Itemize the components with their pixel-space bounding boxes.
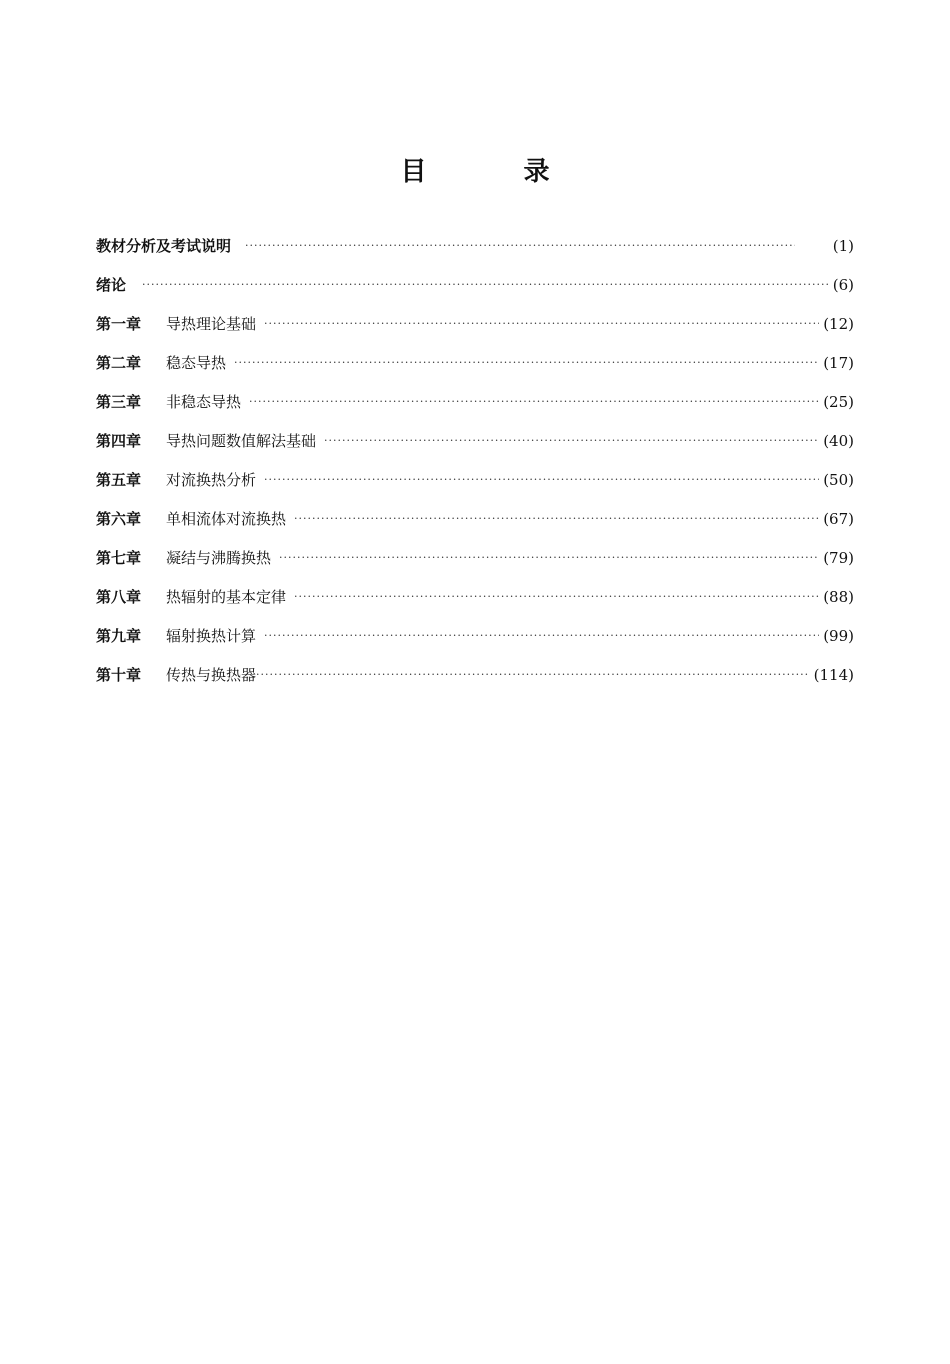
toc-chapter-label: 第四章: [96, 432, 142, 450]
toc-page-number: (25): [823, 392, 854, 411]
toc-chapter-title: 辐射换热计算: [166, 627, 257, 645]
toc-chapter-label: 第六章: [96, 510, 142, 528]
toc-page-number: (88): [823, 587, 854, 606]
toc-entry-chapter-10[interactable]: [96, 655, 854, 694]
toc-page-number: (114): [813, 665, 854, 684]
dot-leader: [142, 278, 829, 292]
toc-chapter-label: 第七章: [96, 549, 142, 567]
toc-entry-chapter-3[interactable]: [96, 382, 854, 421]
toc-chapter-title: 导热理论基础: [166, 315, 257, 333]
toc-page-number: (1): [832, 236, 854, 255]
toc-chapter-title: 传热与换热器: [166, 666, 257, 684]
toc-entry-chapter-8[interactable]: [96, 577, 854, 616]
toc-page-number: (6): [832, 275, 854, 294]
table-of-contents: [96, 226, 854, 694]
dot-leader: [294, 512, 819, 526]
dot-leader: [264, 629, 819, 643]
toc-page-number: (67): [823, 509, 854, 528]
toc-entry-chapter-2[interactable]: [96, 343, 854, 382]
dot-leader: [234, 356, 819, 370]
toc-chapter-title: 单相流体对流换热: [166, 510, 287, 528]
page-title: 目 录: [400, 157, 594, 187]
toc-chapter-label: 第九章: [96, 627, 142, 645]
toc-page-number: (12): [823, 314, 854, 333]
dot-leader: [256, 668, 810, 682]
dot-leader: [324, 434, 819, 448]
toc-entry-chapter-6[interactable]: [96, 499, 854, 538]
toc-chapter-title: 稳态导热: [166, 354, 227, 372]
toc-chapter-title: 热辐射的基本定律: [166, 588, 287, 606]
toc-entry-introduction[interactable]: [96, 265, 854, 304]
toc-chapter-title: 对流换热分析: [166, 471, 257, 489]
toc-entry-intro-analysis[interactable]: [96, 226, 854, 265]
toc-page-number: (79): [823, 548, 854, 567]
toc-entry-label: 教材分析及考试说明: [96, 237, 232, 255]
toc-entry-chapter-7[interactable]: [96, 538, 854, 577]
toc-chapter-label: 第一章: [96, 315, 142, 333]
toc-chapter-title: 导热问题数值解法基础: [166, 432, 317, 450]
toc-chapter-label: 第八章: [96, 588, 142, 606]
toc-entry-label: 绪论: [96, 276, 127, 294]
dot-leader: [249, 395, 819, 409]
toc-chapter-label: 第十章: [96, 666, 142, 684]
toc-chapter-title: 非稳态导热: [166, 393, 242, 411]
toc-page-number: (99): [823, 626, 854, 645]
dot-leader: [294, 590, 819, 604]
toc-page-number: (17): [823, 353, 854, 372]
dot-leader: [264, 317, 819, 331]
dot-leader: [245, 239, 795, 253]
toc-page-number: (40): [823, 431, 854, 450]
toc-chapter-label: 第三章: [96, 393, 142, 411]
toc-chapter-label: 第二章: [96, 354, 142, 372]
toc-chapter-label: 第五章: [96, 471, 142, 489]
toc-page-number: (50): [823, 470, 854, 489]
dot-leader: [279, 551, 819, 565]
toc-chapter-title: 凝结与沸腾换热: [166, 549, 272, 567]
toc-entry-chapter-5[interactable]: [96, 460, 854, 499]
dot-leader: [264, 473, 819, 487]
toc-entry-chapter-1[interactable]: [96, 304, 854, 343]
toc-entry-chapter-4[interactable]: [96, 421, 854, 460]
toc-entry-chapter-9[interactable]: [96, 616, 854, 655]
